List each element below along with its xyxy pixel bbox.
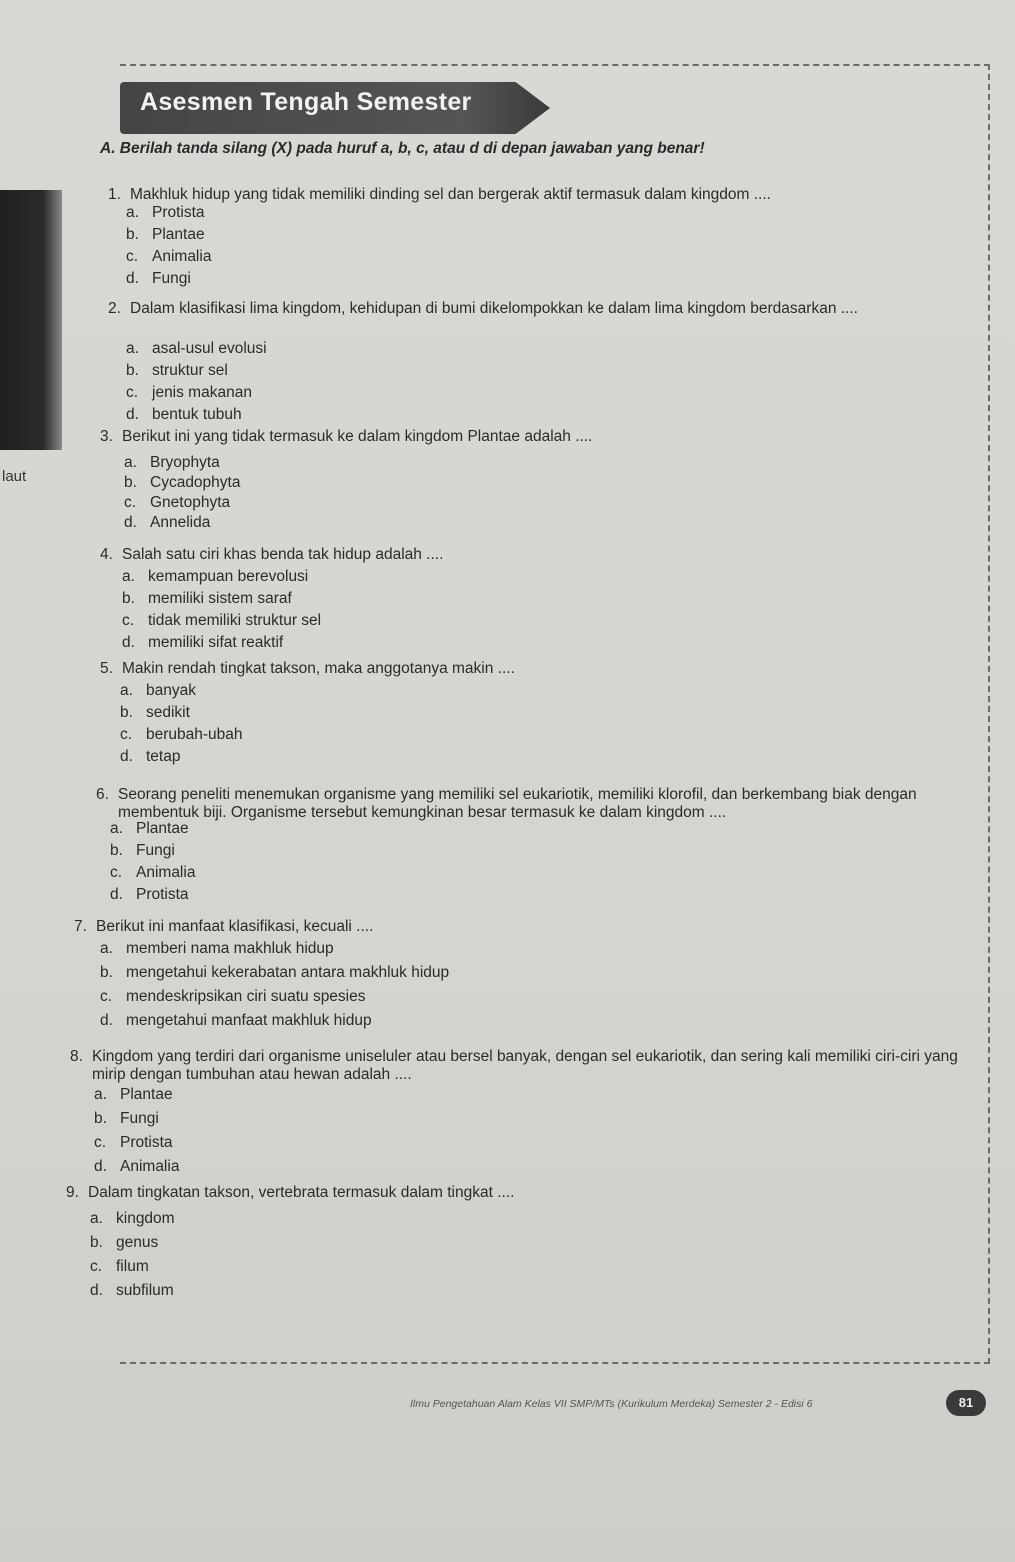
option-letter: d. bbox=[110, 886, 123, 903]
option-letter: c. bbox=[126, 384, 139, 401]
option-letter: c. bbox=[124, 494, 137, 511]
option-letter: c. bbox=[122, 612, 135, 629]
question-stem: Seorang peneliti menemukan organisme yang memiliki sel eukariotik, memiliki klorofil, dan berkembang biak dengan membentuk biji. Organisme tersebut kemungkinan besar termasuk ke dalam kingdom .... bbox=[118, 786, 917, 821]
option-letter: c. bbox=[94, 1134, 107, 1151]
question-stem: Kingdom yang terdiri dari organisme uniseluler atau bersel banyak, dengan sel eukariotik, dan sering kali memiliki ciri-ciri yang mirip dengan tumbuhan atau hewan adalah .... bbox=[92, 1048, 958, 1083]
question-stem: Berikut ini manfaat klasifikasi, kecuali .... bbox=[96, 918, 374, 935]
question-stem: Dalam klasifikasi lima kingdom, kehidupan di bumi dikelompokkan ke dalam lima kingdom berdasarkan .... bbox=[130, 300, 858, 317]
option-letter: d. bbox=[124, 514, 137, 531]
question-number: 8. bbox=[70, 1048, 83, 1065]
option-text: genus bbox=[116, 1234, 159, 1251]
option-letter: d. bbox=[126, 406, 139, 423]
option-letter: a. bbox=[120, 682, 133, 699]
option-text: sedikit bbox=[146, 704, 190, 721]
answer-option-d[interactable] bbox=[100, 1012, 372, 1030]
page-title: Asesmen Tengah Semester bbox=[140, 88, 472, 116]
option-text: Gnetophyta bbox=[150, 494, 231, 511]
page-number: 81 bbox=[946, 1390, 986, 1416]
option-text: mengetahui manfaat makhluk hidup bbox=[126, 1012, 372, 1029]
footer-text: Ilmu Pengetahuan Alam Kelas VII SMP/MTs (Kurikulum Merdeka) Semester 2 - Edisi 6 bbox=[410, 1398, 813, 1410]
question-number: 1. bbox=[108, 186, 121, 203]
option-letter: a. bbox=[110, 820, 123, 837]
answer-option-b[interactable] bbox=[124, 474, 240, 492]
question-stem: Berikut ini yang tidak termasuk ke dalam kingdom Plantae adalah .... bbox=[122, 428, 593, 445]
option-letter: d. bbox=[94, 1158, 107, 1175]
answer-option-c[interactable] bbox=[126, 384, 252, 402]
option-text: mengetahui kekerabatan antara makhluk hidup bbox=[126, 964, 450, 981]
answer-option-a[interactable] bbox=[126, 204, 205, 222]
option-text: kemampuan berevolusi bbox=[148, 568, 309, 585]
option-letter: c. bbox=[110, 864, 123, 881]
option-letter: a. bbox=[126, 204, 139, 221]
answer-option-c[interactable] bbox=[124, 494, 230, 512]
option-text: kingdom bbox=[116, 1210, 175, 1227]
option-letter: b. bbox=[94, 1110, 107, 1127]
option-text: Fungi bbox=[120, 1110, 159, 1127]
option-text: Plantae bbox=[152, 226, 205, 243]
answer-option-d[interactable] bbox=[126, 270, 191, 288]
page-shadow bbox=[0, 190, 62, 450]
option-text: asal-usul evolusi bbox=[152, 340, 267, 357]
option-letter: c. bbox=[90, 1258, 103, 1275]
option-text: Annelida bbox=[150, 514, 211, 531]
answer-option-b[interactable] bbox=[110, 842, 175, 860]
dashed-frame bbox=[120, 64, 990, 1364]
option-letter: d. bbox=[100, 1012, 113, 1029]
option-letter: c. bbox=[120, 726, 133, 743]
option-text: jenis makanan bbox=[152, 384, 252, 401]
answer-option-d[interactable] bbox=[122, 634, 283, 652]
answer-option-c[interactable] bbox=[110, 864, 195, 882]
question-number: 4. bbox=[100, 546, 113, 563]
answer-option-a[interactable] bbox=[122, 568, 308, 586]
answer-option-d[interactable] bbox=[120, 748, 180, 766]
option-letter: b. bbox=[120, 704, 133, 721]
option-text: Protista bbox=[120, 1134, 173, 1151]
option-letter: c. bbox=[100, 988, 113, 1005]
option-text: Plantae bbox=[120, 1086, 173, 1103]
answer-option-b[interactable] bbox=[100, 964, 449, 982]
option-text: berubah-ubah bbox=[146, 726, 243, 743]
answer-option-c[interactable] bbox=[126, 248, 211, 266]
question-number: 6. bbox=[96, 786, 109, 803]
option-letter: b. bbox=[126, 362, 139, 379]
question-number: 3. bbox=[100, 428, 113, 445]
answer-option-d[interactable] bbox=[126, 406, 242, 424]
answer-option-c[interactable] bbox=[100, 988, 366, 1006]
option-letter: d. bbox=[120, 748, 133, 765]
answer-option-d[interactable] bbox=[90, 1282, 174, 1300]
option-letter: d. bbox=[126, 270, 139, 287]
instruction: A. Berilah tanda silang (X) pada huruf a, b, c, atau d di depan jawaban yang benar! bbox=[100, 140, 705, 157]
question-number: 9. bbox=[66, 1184, 79, 1201]
option-text: Fungi bbox=[136, 842, 175, 859]
question-stem: Makin rendah tingkat takson, maka anggotanya makin .... bbox=[122, 660, 515, 677]
question-number: 7. bbox=[74, 918, 87, 935]
option-letter: b. bbox=[124, 474, 137, 491]
answer-option-b[interactable] bbox=[126, 226, 205, 244]
option-text: memiliki sistem saraf bbox=[148, 590, 292, 607]
answer-option-c[interactable] bbox=[90, 1258, 149, 1276]
answer-option-a[interactable] bbox=[110, 820, 189, 838]
answer-option-b[interactable] bbox=[90, 1234, 158, 1252]
option-letter: b. bbox=[122, 590, 135, 607]
option-text: tetap bbox=[146, 748, 181, 765]
option-text: Animalia bbox=[120, 1158, 180, 1175]
option-text: tidak memiliki struktur sel bbox=[148, 612, 322, 629]
option-letter: b. bbox=[100, 964, 113, 981]
answer-option-d[interactable] bbox=[110, 886, 189, 904]
option-letter: a. bbox=[100, 940, 113, 957]
option-text: memberi nama makhluk hidup bbox=[126, 940, 334, 957]
question-stem: Dalam tingkatan takson, vertebrata termasuk dalam tingkat .... bbox=[88, 1184, 515, 1201]
option-letter: b. bbox=[110, 842, 123, 859]
answer-option-a[interactable] bbox=[126, 340, 267, 358]
option-text: Plantae bbox=[136, 820, 189, 837]
option-text: subfilum bbox=[116, 1282, 174, 1299]
option-letter: d. bbox=[90, 1282, 103, 1299]
option-letter: a. bbox=[90, 1210, 103, 1227]
answer-option-a[interactable] bbox=[124, 454, 220, 472]
answer-option-c[interactable] bbox=[122, 612, 321, 630]
option-text: Protista bbox=[136, 886, 189, 903]
option-letter: a. bbox=[124, 454, 137, 471]
answer-option-a[interactable] bbox=[94, 1086, 173, 1104]
answer-option-d[interactable] bbox=[124, 514, 210, 532]
option-text: memiliki sifat reaktif bbox=[148, 634, 284, 651]
option-text: Bryophyta bbox=[150, 454, 220, 471]
answer-option-d[interactable] bbox=[94, 1158, 179, 1176]
option-letter: b. bbox=[90, 1234, 103, 1251]
answer-option-b[interactable] bbox=[122, 590, 292, 608]
option-letter: a. bbox=[122, 568, 135, 585]
option-text: Protista bbox=[152, 204, 205, 221]
answer-option-b[interactable] bbox=[126, 362, 228, 380]
answer-option-b[interactable] bbox=[120, 704, 190, 722]
answer-option-b[interactable] bbox=[94, 1110, 159, 1128]
option-text: mendeskripsikan ciri suatu spesies bbox=[126, 988, 366, 1005]
option-letter: a. bbox=[94, 1086, 107, 1103]
option-text: filum bbox=[116, 1258, 149, 1275]
option-letter: d. bbox=[122, 634, 135, 651]
answer-option-a[interactable] bbox=[100, 940, 334, 958]
answer-option-c[interactable] bbox=[120, 726, 243, 744]
option-letter: c. bbox=[126, 248, 139, 265]
option-text: Cycadophyta bbox=[150, 474, 241, 491]
option-text: banyak bbox=[146, 682, 196, 699]
option-text: Animalia bbox=[152, 248, 212, 265]
answer-option-a[interactable] bbox=[90, 1210, 175, 1228]
question-number: 5. bbox=[100, 660, 113, 677]
question-number: 2. bbox=[108, 300, 121, 317]
option-text: struktur sel bbox=[152, 362, 228, 379]
option-text: Animalia bbox=[136, 864, 196, 881]
option-text: Fungi bbox=[152, 270, 191, 287]
question-stem: Makhluk hidup yang tidak memiliki dinding sel dan bergerak aktif termasuk dalam kingdom .... bbox=[130, 186, 771, 203]
answer-option-c[interactable] bbox=[94, 1134, 173, 1152]
option-letter: b. bbox=[126, 226, 139, 243]
option-letter: a. bbox=[126, 340, 139, 357]
side-text: laut bbox=[2, 468, 27, 485]
option-text: bentuk tubuh bbox=[152, 406, 242, 423]
answer-option-a[interactable] bbox=[120, 682, 196, 700]
question-stem: Salah satu ciri khas benda tak hidup adalah .... bbox=[122, 546, 444, 563]
